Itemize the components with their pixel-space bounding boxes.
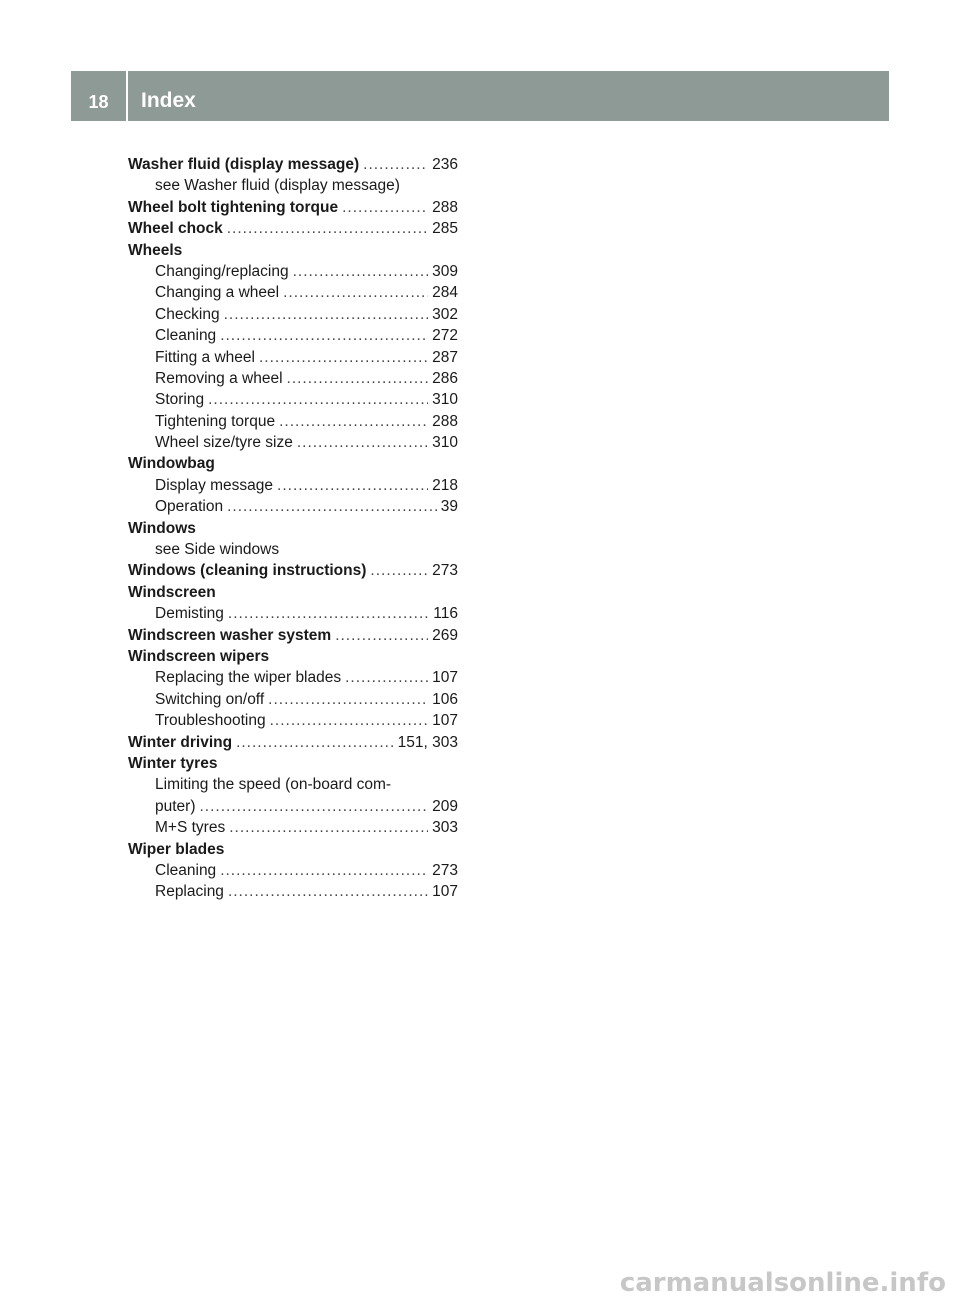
index-subentry	[128, 539, 458, 560]
entry-term: Switching on/off	[155, 690, 265, 708]
index-entry	[128, 197, 458, 218]
entry-page-ref: 273	[432, 562, 458, 580]
index-subentry	[128, 282, 458, 303]
entry-term: Changing a wheel	[155, 284, 280, 302]
dot-leader	[259, 347, 428, 368]
dot-leader	[345, 667, 428, 688]
entry-page-ref: 310	[432, 434, 458, 452]
index-entry	[128, 240, 458, 261]
index-subentry	[128, 368, 458, 389]
entry-page-ref: 218	[432, 476, 458, 494]
index-subentry	[128, 860, 458, 881]
entry-page-ref: 236	[432, 156, 458, 173]
index-subentry	[128, 411, 458, 432]
entry-page-ref: 116	[433, 605, 458, 623]
entry-page-ref: 310	[432, 391, 458, 409]
dot-leader	[342, 197, 428, 218]
entry-term: Winter tyres	[128, 754, 218, 772]
dot-leader	[229, 817, 428, 838]
dot-leader	[297, 432, 428, 453]
entry-term: Wheel size/tyre size	[155, 434, 293, 452]
entry-term: Wiper blades	[128, 840, 225, 858]
dot-leader	[279, 411, 428, 432]
index-list	[128, 154, 458, 903]
index-subentry	[128, 475, 458, 496]
index-entry	[128, 582, 458, 603]
index-subentry	[128, 710, 458, 731]
index-subentry	[128, 689, 458, 710]
index-entry	[128, 560, 458, 581]
entry-term: Checking	[155, 305, 220, 323]
entry-term: see Washer fluid (display message)	[155, 177, 400, 195]
entry-term: Wheel bolt tightening torque	[128, 198, 339, 216]
dot-leader	[287, 368, 429, 389]
entry-page-ref: 286	[432, 369, 458, 387]
index-entry	[128, 753, 458, 774]
index-entry	[128, 646, 458, 667]
dot-leader	[224, 304, 429, 325]
entry-term: Troubleshooting	[155, 712, 266, 730]
index-entry	[128, 518, 458, 539]
dot-leader	[277, 475, 428, 496]
index-subentry	[128, 261, 458, 282]
entry-page-ref: 107	[432, 669, 458, 687]
index-subentry	[128, 817, 458, 838]
entry-page-ref: 309	[432, 262, 458, 280]
dot-leader	[335, 625, 428, 646]
index-entry	[128, 839, 458, 860]
entry-term: Replacing	[155, 883, 224, 901]
entry-page-ref: 288	[432, 198, 458, 216]
entry-term: Cleaning	[155, 861, 217, 879]
entry-term: M+S tyres	[155, 819, 226, 837]
entry-term: Windowbag	[128, 455, 215, 473]
index-entry	[128, 453, 458, 474]
entry-term: Windows	[128, 519, 196, 537]
section-title: Index	[141, 89, 196, 112]
dot-leader	[200, 796, 429, 817]
index-subentry	[128, 881, 458, 902]
index-subentry	[128, 774, 458, 795]
index-entry	[128, 625, 458, 646]
entry-term: Tightening torque	[155, 412, 276, 430]
dot-leader	[208, 389, 428, 410]
dot-leader	[363, 154, 428, 175]
index-entry	[128, 154, 458, 175]
index-subentry	[128, 325, 458, 346]
entry-page-ref: 269	[432, 626, 458, 644]
index-entry	[128, 218, 458, 239]
entry-page-ref: 151, 303	[397, 733, 458, 751]
dot-leader	[268, 689, 428, 710]
entry-term: Storing	[155, 391, 205, 409]
entry-term: Removing a wheel	[155, 369, 283, 387]
entry-term: Windscreen washer system	[128, 626, 332, 644]
dot-leader	[228, 603, 429, 624]
index-subentry	[128, 389, 458, 410]
index-subentry	[128, 796, 458, 817]
page-number: 18	[88, 92, 109, 112]
entry-term: Display message	[155, 476, 274, 494]
dot-leader	[236, 732, 394, 753]
entry-term: Wheel chock	[128, 220, 223, 238]
entry-page-ref: 272	[432, 327, 458, 345]
dot-leader	[227, 218, 428, 239]
entry-page-ref: 106	[432, 690, 458, 708]
index-subentry	[128, 175, 458, 196]
entry-term: Replacing the wiper blades	[155, 669, 342, 687]
dot-leader	[220, 325, 428, 346]
dot-leader	[228, 881, 428, 902]
entry-term: Wheels	[128, 241, 183, 259]
dot-leader	[227, 496, 437, 517]
entry-page-ref: 303	[432, 819, 458, 837]
entry-term: Cleaning	[155, 327, 217, 345]
index-subentry	[128, 496, 458, 517]
entry-term: Windscreen	[128, 583, 216, 601]
watermark: carmanualsonline.info	[619, 1268, 946, 1298]
index-subentry	[128, 603, 458, 624]
entry-page-ref: 287	[432, 348, 458, 366]
index-subentry	[128, 432, 458, 453]
entry-page-ref: 302	[432, 305, 458, 323]
entry-term: Windows (cleaning instructions)	[128, 562, 367, 580]
entry-term: Windscreen wipers	[128, 647, 270, 665]
entry-page-ref: 273	[432, 861, 458, 879]
entry-term: see Side windows	[155, 541, 280, 559]
entry-page-ref: 107	[432, 712, 458, 730]
entry-term: Limiting the speed (on-board com-	[155, 776, 392, 794]
entry-term: Washer fluid (display message)	[128, 156, 360, 173]
dot-leader	[270, 710, 429, 731]
index-subentry	[128, 347, 458, 368]
entry-page-ref: 39	[440, 498, 458, 516]
entry-term: puter)	[155, 797, 196, 815]
entry-term: Demisting	[155, 605, 224, 623]
page-header	[71, 71, 889, 121]
index-subentry	[128, 667, 458, 688]
entry-term: Operation	[155, 498, 224, 516]
dot-leader	[370, 560, 428, 581]
dot-leader	[220, 860, 428, 881]
entry-term: Fitting a wheel	[155, 348, 255, 366]
index-entry	[128, 732, 458, 753]
entry-page-ref: 285	[432, 220, 458, 238]
entry-term: Changing/replacing	[155, 262, 289, 280]
entry-page-ref: 107	[432, 883, 458, 901]
entry-term: Winter driving	[128, 733, 233, 751]
dot-leader	[283, 282, 428, 303]
entry-page-ref: 288	[432, 412, 458, 430]
dot-leader	[293, 261, 429, 282]
entry-page-ref: 284	[432, 284, 458, 302]
entry-page-ref: 209	[432, 797, 458, 815]
index-subentry	[128, 304, 458, 325]
